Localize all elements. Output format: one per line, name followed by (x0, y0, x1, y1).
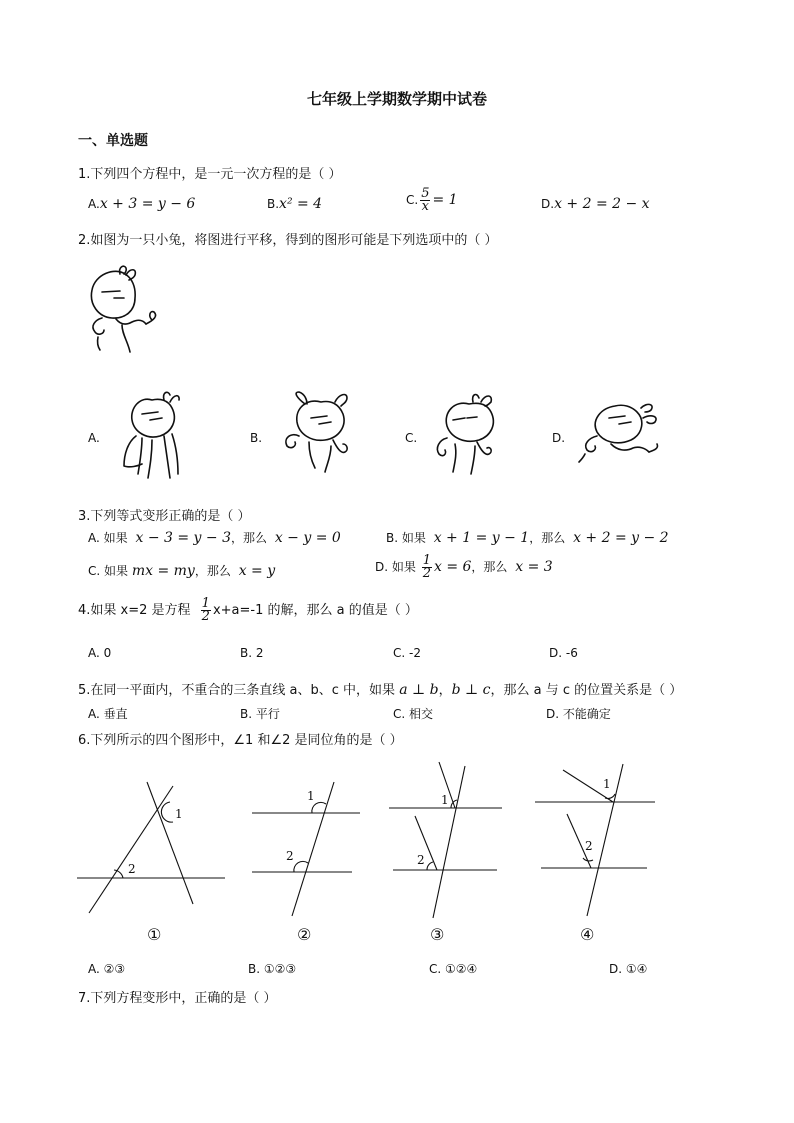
fig3-arc-2 (427, 862, 433, 870)
q2-option-d[interactable]: D. (552, 431, 566, 445)
angle-figure-4 (533, 762, 658, 920)
rabbit-option-c (425, 388, 515, 483)
q3-option-a[interactable] (88, 529, 341, 546)
q5-stem-post: ，那么 a 与 c 的位置关系是（ ） (490, 683, 683, 698)
q3-option-c[interactable] (88, 562, 275, 579)
q1-c-rest: = 1 (432, 192, 458, 208)
q1-option-c[interactable] (406, 188, 458, 213)
fig1-caption: ① (147, 925, 162, 944)
q3-a-pre: A. 如果 (88, 531, 128, 545)
q6-option-b[interactable]: B. ①②③ (248, 962, 297, 976)
q3-d-fraction (422, 555, 432, 580)
q3-b-math1: x + 1 = y − 1 (433, 530, 530, 546)
section-heading: 一、单选题 (78, 133, 148, 149)
q6-stem: 6.下列所示的四个图形中，∠1 和∠2 是同位角的是（ ） (78, 733, 403, 748)
fig1-label-2: 2 (128, 862, 136, 876)
fig2-label-1: 1 (307, 789, 315, 803)
q2-option-a[interactable]: A. (88, 431, 100, 445)
q3-option-d[interactable] (375, 555, 553, 580)
q3-b-math2: x + 2 = y − 2 (573, 530, 669, 546)
fig1-line-left (89, 786, 173, 913)
rabbit-option-b (275, 388, 365, 483)
q3-c-math1: mx = my (131, 563, 195, 579)
fig2-label-2: 2 (286, 849, 294, 863)
q1-c-label: C. (406, 193, 419, 207)
q2-option-c[interactable]: C. (405, 431, 418, 445)
q3-b-mid: ，那么 (529, 531, 566, 545)
q1-a-math: x + 3 = y − 6 (99, 196, 196, 212)
fig4-label-2: 2 (585, 839, 593, 853)
q3-option-b[interactable] (386, 529, 669, 546)
fig4-label-1: 1 (603, 777, 611, 791)
q3-stem: 3.下列等式变形正确的是（ ） (78, 509, 251, 524)
q3-c-pre: C. 如果 (88, 564, 129, 578)
q4-option-a[interactable]: A. 0 (88, 646, 112, 660)
q4-stem (78, 598, 418, 623)
fig2-arc-1 (312, 802, 326, 813)
q1-option-a[interactable] (88, 196, 195, 212)
q5-option-a[interactable]: A. 垂直 (88, 707, 128, 721)
fig1-label-1: 1 (175, 807, 183, 821)
q5-option-b[interactable]: B. 平行 (240, 707, 280, 721)
fig3-transversal (433, 766, 465, 918)
rabbit-figure (80, 262, 180, 357)
q3-c-math2: x = y (238, 563, 276, 579)
q6-option-c[interactable]: C. ①②④ (429, 962, 478, 976)
q3-a-math2: x − y = 0 (274, 530, 341, 546)
q3-d-num: 1 (422, 553, 431, 568)
fig3-label-1: 1 (441, 793, 449, 807)
angle-figure-2 (250, 780, 365, 920)
q2-option-b[interactable]: B. (250, 431, 263, 445)
fig4-arc-2 (583, 858, 593, 861)
q5-math2: b ⊥ c (451, 682, 491, 698)
q4-option-c[interactable]: C. -2 (393, 646, 421, 660)
q1-a-label: A. (88, 197, 100, 211)
q3-b-pre: B. 如果 (386, 531, 426, 545)
q4-option-d[interactable]: D. -6 (549, 646, 578, 660)
q5-math1: a ⊥ b (399, 682, 439, 698)
q1-d-math: x + 2 = 2 − x (554, 196, 650, 212)
q1-b-label: B. (267, 197, 280, 211)
fig2-caption: ② (297, 925, 312, 944)
fig1-line-right (147, 782, 193, 904)
fig4-caption: ④ (580, 925, 595, 944)
q1-stem: 1.下列四个方程中，是一元一次方程的是（ ） (78, 167, 342, 182)
angle-figure-3 (387, 760, 507, 920)
q4-fraction (201, 598, 211, 623)
q3-d-den: 2 (422, 566, 431, 581)
q4-den: 2 (201, 609, 210, 624)
q6-option-a[interactable]: A. ②③ (88, 962, 126, 976)
q5-option-c[interactable]: C. 相交 (393, 707, 434, 721)
q3-a-mid: ，那么 (230, 531, 267, 545)
rabbit-option-a (112, 388, 197, 483)
q4-num: 1 (201, 596, 210, 611)
fig3-label-2: 2 (417, 853, 425, 867)
q1-option-d[interactable] (541, 196, 650, 212)
q3-d-mid: ，那么 (471, 560, 508, 574)
q4-option-b[interactable]: B. 2 (240, 646, 264, 660)
q1-c-den: x (421, 199, 430, 214)
q3-d-math2: x = 3 (515, 559, 553, 575)
q1-d-label: D. (541, 197, 555, 211)
q1-b-math: x² = 4 (279, 196, 323, 212)
q3-d-pre: D. 如果 (375, 560, 416, 574)
rabbit-option-d (575, 392, 675, 472)
q4-stem-pre: 4.如果 x=2 是方程 (78, 603, 191, 618)
q1-c-fraction (420, 188, 430, 213)
page-title: 七年级上学期数学期中试卷 (306, 90, 487, 108)
q5-stem-pre: 5.在同一平面内，不重合的三条直线 a、b、c 中，如果 (78, 683, 396, 698)
q5-option-d[interactable]: D. 不能确定 (546, 707, 611, 721)
angle-figure-1 (75, 778, 230, 918)
q1-c-num: 5 (421, 186, 430, 201)
q5-stem (78, 679, 682, 698)
q3-a-math1: x − 3 = y − 3 (135, 530, 231, 546)
fig1-arc-1 (161, 802, 173, 822)
q4-stem-post: x+a=-1 的解，那么 a 的值是（ ） (212, 603, 418, 618)
q3-c-mid: ，那么 (194, 564, 231, 578)
fig3-caption: ③ (430, 925, 445, 944)
q7-stem: 7.下列方程变形中，正确的是（ ） (78, 991, 277, 1006)
q3-d-math1: x = 6 (433, 559, 472, 575)
q1-option-b[interactable] (267, 196, 322, 212)
q6-option-d[interactable]: D. ①④ (609, 962, 648, 976)
q5-comma: ， (438, 683, 452, 698)
q2-stem: 2.如图为一只小兔，将图进行平移，得到的图形可能是下列选项中的（ ） (78, 233, 498, 248)
